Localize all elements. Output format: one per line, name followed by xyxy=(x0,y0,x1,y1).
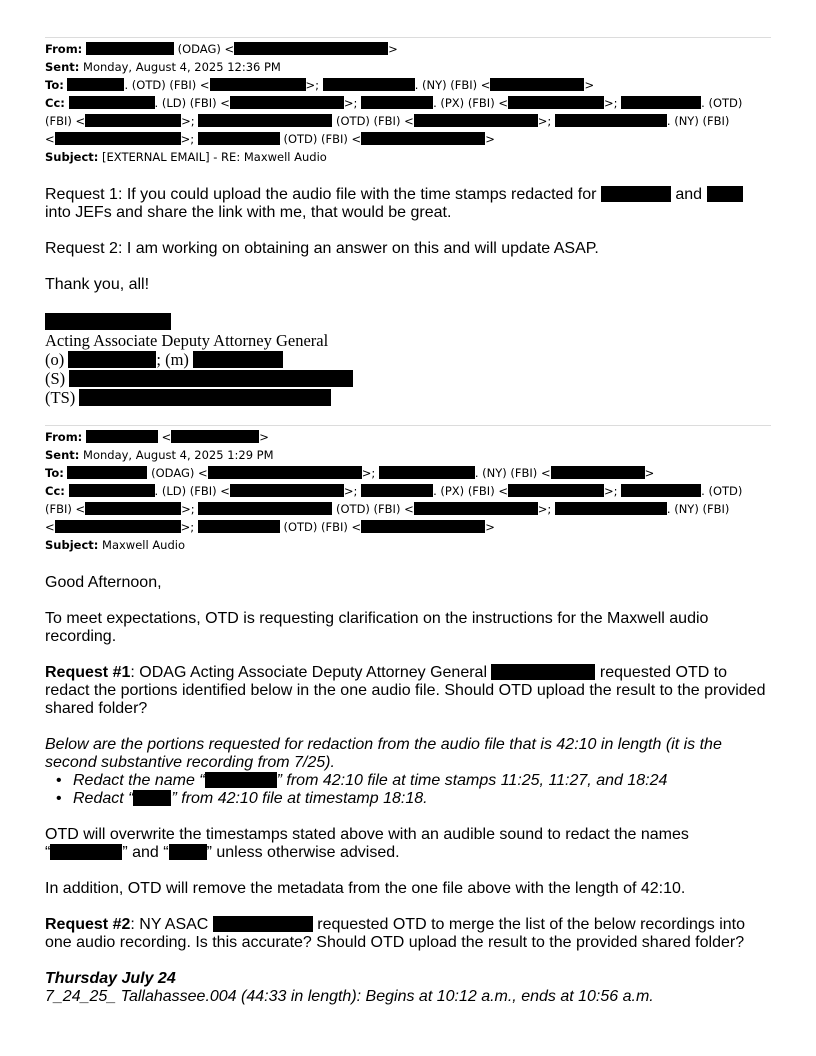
subject-label: Subject: xyxy=(45,538,99,552)
cc-text: > xyxy=(485,132,495,146)
body-text: “ xyxy=(45,844,51,861)
cc-text: (OTD) (FBI) < xyxy=(283,520,362,534)
signature-ts xyxy=(45,388,331,407)
signature-text: Acting Associate Deputy Attorney General xyxy=(45,331,329,350)
redaction-block xyxy=(491,664,595,680)
redaction-block xyxy=(361,520,485,533)
cc-text: . (LD) (FBI) < xyxy=(154,484,230,498)
body-text: Request 1: If you could upload the audio file with the time stamps redacted for xyxy=(45,186,597,203)
body-text: into JEFs and share the link with me, that would be great. xyxy=(45,204,452,221)
redaction-block xyxy=(67,466,147,479)
redaction-block xyxy=(198,132,280,145)
redaction-block xyxy=(50,844,122,860)
email1-cc-line-3 xyxy=(45,132,495,146)
body-text: To meet expectations, OTD is requesting clarification on the instructions for the Maxwell audio xyxy=(45,610,709,627)
email1-cc-line-2 xyxy=(45,114,729,128)
email2-recording-entry xyxy=(45,988,654,1006)
redaction-block xyxy=(69,484,155,497)
cc-text: > xyxy=(485,520,495,534)
redaction-block xyxy=(210,78,306,91)
redaction-block xyxy=(86,430,158,443)
to-label: To: xyxy=(45,78,64,92)
signature-name xyxy=(45,312,171,331)
email2-sent-line xyxy=(45,448,274,462)
email2-subject-line xyxy=(45,538,185,552)
redaction-block xyxy=(361,96,433,109)
email1-to-line xyxy=(45,78,594,92)
body-text: and xyxy=(675,186,703,203)
email2-cc-line-2 xyxy=(45,502,729,516)
redaction-block xyxy=(601,186,671,202)
redaction-block xyxy=(490,78,584,91)
from-text: > xyxy=(388,42,398,56)
signature-title xyxy=(45,331,328,350)
body-text: : NY ASAC xyxy=(130,916,209,933)
body-text: second substantive recording from 7/25). xyxy=(45,754,335,771)
email2-day-heading xyxy=(45,970,176,988)
header-divider xyxy=(45,37,771,38)
body-text: : ODAG Acting Associate Deputy Attorney General xyxy=(130,664,487,681)
redaction-block xyxy=(234,42,388,55)
body-text: redact the portions identified below in the one audio file. Should OTD upload the result to the provided xyxy=(45,682,766,699)
email2-paragraph-1-cont xyxy=(45,628,116,646)
cc-text: . (PX) (FBI) < xyxy=(433,484,508,498)
body-text: requested OTD to xyxy=(599,664,728,681)
sent-label: Sent: xyxy=(45,60,80,74)
body-text: recording. xyxy=(45,628,117,645)
signature-text: ; (m) xyxy=(156,350,189,369)
body-text: Below are the portions requested for redaction from the audio file that is 42:10 in length (it is the xyxy=(45,736,722,753)
redaction-block xyxy=(555,114,667,127)
cc-label: Cc: xyxy=(45,96,65,110)
cc-text: < xyxy=(45,520,55,534)
list-item xyxy=(73,772,667,790)
redaction-block xyxy=(508,96,604,109)
to-text: > xyxy=(644,466,655,480)
redaction-block xyxy=(198,520,280,533)
redaction-block xyxy=(621,484,701,497)
email2-request-1-line-2 xyxy=(45,682,765,700)
to-text: > xyxy=(584,78,595,92)
list-item xyxy=(73,790,428,808)
cc-text: (FBI) < xyxy=(45,114,86,128)
body-text: Redact the name “ xyxy=(73,772,205,789)
redaction-block xyxy=(414,114,538,127)
email2-overwrite-note-cont xyxy=(45,844,400,862)
email2-cc-line-3 xyxy=(45,520,495,534)
sent-value: Monday, August 4, 2025 1:29 PM xyxy=(83,448,274,462)
cc-label: Cc: xyxy=(45,484,65,498)
cc-text: . (OTD) xyxy=(701,96,743,110)
cc-text: >; xyxy=(343,484,358,498)
email2-paragraph-1 xyxy=(45,610,708,628)
redaction-block xyxy=(86,42,174,55)
email2-request-2 xyxy=(45,916,745,934)
redaction-block xyxy=(230,484,344,497)
body-text: requested OTD to merge the list of the below recordings into xyxy=(317,916,746,933)
signature-text: (o) xyxy=(45,350,65,369)
email2-overwrite-note xyxy=(45,826,689,844)
redaction-block xyxy=(414,502,538,515)
redaction-block xyxy=(55,520,181,533)
redaction-block xyxy=(55,132,181,145)
subject-value: Maxwell Audio xyxy=(102,538,186,552)
redaction-block xyxy=(379,466,475,479)
cc-text: >; xyxy=(180,520,195,534)
body-text: Thursday July 24 xyxy=(45,970,176,987)
redaction-block xyxy=(193,351,283,368)
cc-text: >; xyxy=(603,96,618,110)
body-text: one audio recording. Is this accurate? Should OTD upload the result to the provided shared folder? xyxy=(45,934,745,951)
redaction-block xyxy=(555,502,667,515)
cc-text: >; xyxy=(537,502,552,516)
redaction-block xyxy=(205,772,277,788)
email2-portions-intro-cont xyxy=(45,754,335,772)
body-text: ” unless otherwise advised. xyxy=(206,844,400,861)
signature-text: (S) xyxy=(45,369,66,388)
email2-metadata-note xyxy=(45,880,685,898)
cc-text: >; xyxy=(343,96,358,110)
from-text: > xyxy=(259,430,269,444)
redaction-block xyxy=(323,78,415,91)
cc-text: . (NY) (FBI) xyxy=(666,502,730,516)
redaction-block xyxy=(85,502,181,515)
body-text: ” from 42:10 file at time stamps 11:25, 11:27, and 18:24 xyxy=(276,772,668,789)
body-text: ” from 42:10 file at timestamp 18:18. xyxy=(171,790,428,807)
to-text: >; xyxy=(305,78,320,92)
redaction-block xyxy=(208,466,362,479)
redaction-block xyxy=(361,132,485,145)
email2-request-1-line-3 xyxy=(45,700,147,718)
redaction-block xyxy=(45,313,171,330)
cc-text: >; xyxy=(181,114,195,128)
redaction-block xyxy=(621,96,701,109)
cc-text: >; xyxy=(180,132,195,146)
redaction-block xyxy=(230,96,344,109)
redaction-block xyxy=(67,78,124,91)
to-text: >; xyxy=(361,466,376,480)
from-label: From: xyxy=(45,42,83,56)
cc-text: . (LD) (FBI) < xyxy=(154,96,230,110)
redaction-block xyxy=(69,370,353,387)
body-text: 7_24_25_ Tallahassee.004 (44:33 in length): Begins at 10:12 a.m., ends at 10:56 a.m. xyxy=(45,988,654,1005)
redaction-block xyxy=(361,484,433,497)
redaction-block xyxy=(68,351,156,368)
subject-label: Subject: xyxy=(45,150,99,164)
redaction-block xyxy=(171,430,259,443)
cc-text: . (NY) (FBI) xyxy=(666,114,730,128)
body-text: Request 2: I am working on obtaining an answer on this and will update ASAP. xyxy=(45,240,599,257)
signature-s xyxy=(45,369,353,388)
subject-value: [EXTERNAL EMAIL] - RE: Maxwell Audio xyxy=(102,150,327,164)
header-divider xyxy=(45,425,771,426)
sent-value: Monday, August 4, 2025 12:36 PM xyxy=(83,60,281,74)
redaction-block xyxy=(213,916,313,932)
email1-request-2 xyxy=(45,240,599,258)
email2-request-2-cont xyxy=(45,934,744,952)
to-text: . (NY) (FBI) < xyxy=(414,78,491,92)
from-text: < xyxy=(161,430,172,444)
body-text: shared folder? xyxy=(45,700,148,717)
redaction-block xyxy=(508,484,604,497)
email2-greeting xyxy=(45,574,162,592)
body-text: Redact “ xyxy=(73,790,134,807)
redaction-block xyxy=(198,114,332,127)
cc-text: >; xyxy=(603,484,618,498)
cc-text: (OTD) (FBI) < xyxy=(283,132,362,146)
cc-text: >; xyxy=(181,502,195,516)
to-text: . (OTD) (FBI) < xyxy=(124,78,210,92)
from-text: (ODAG) < xyxy=(177,42,235,56)
cc-text: (OTD) (FBI) < xyxy=(336,114,414,128)
from-label: From: xyxy=(45,430,83,444)
email2-from-line xyxy=(45,430,269,444)
to-label: To: xyxy=(45,466,64,480)
redaction-block xyxy=(169,844,207,860)
email2-to-line xyxy=(45,466,654,480)
cc-text: . (OTD) xyxy=(701,484,743,498)
cc-text: . (PX) (FBI) < xyxy=(433,96,508,110)
email1-request-1-cont xyxy=(45,204,451,222)
cc-text: < xyxy=(45,132,55,146)
redaction-block xyxy=(551,466,645,479)
body-text: Good Afternoon, xyxy=(45,574,162,591)
redaction-block xyxy=(85,114,181,127)
email2-cc-line xyxy=(45,484,742,498)
signature-phones xyxy=(45,350,283,369)
email1-sent-line xyxy=(45,60,281,74)
signature-text: (TS) xyxy=(45,388,76,407)
redaction-block xyxy=(79,389,331,406)
body-text: OTD will overwrite the timestamps stated above with an audible sound to redact the names xyxy=(45,826,689,843)
sent-label: Sent: xyxy=(45,448,80,462)
email2-portions-intro xyxy=(45,736,722,754)
body-text: In addition, OTD will remove the metadata from the one file above with the length of 42:10. xyxy=(45,880,686,897)
redaction-block xyxy=(133,790,171,806)
email1-cc-line xyxy=(45,96,742,110)
redaction-block xyxy=(707,186,743,202)
email1-subject-line xyxy=(45,150,327,164)
email1-thanks xyxy=(45,276,149,294)
email1-from-line xyxy=(45,42,398,56)
redaction-block xyxy=(198,502,332,515)
request-label: Request #2 xyxy=(45,916,131,933)
cc-text: (FBI) < xyxy=(45,502,86,516)
body-text: ” and “ xyxy=(122,844,169,861)
request-label: Request #1 xyxy=(45,664,131,681)
redaction-block xyxy=(69,96,155,109)
to-text: . (NY) (FBI) < xyxy=(474,466,551,480)
body-text: Thank you, all! xyxy=(45,276,150,293)
to-text: (ODAG) < xyxy=(151,466,208,480)
email1-request-1 xyxy=(45,186,743,204)
cc-text: >; xyxy=(537,114,552,128)
cc-text: (OTD) (FBI) < xyxy=(336,502,414,516)
email2-request-1 xyxy=(45,664,727,682)
